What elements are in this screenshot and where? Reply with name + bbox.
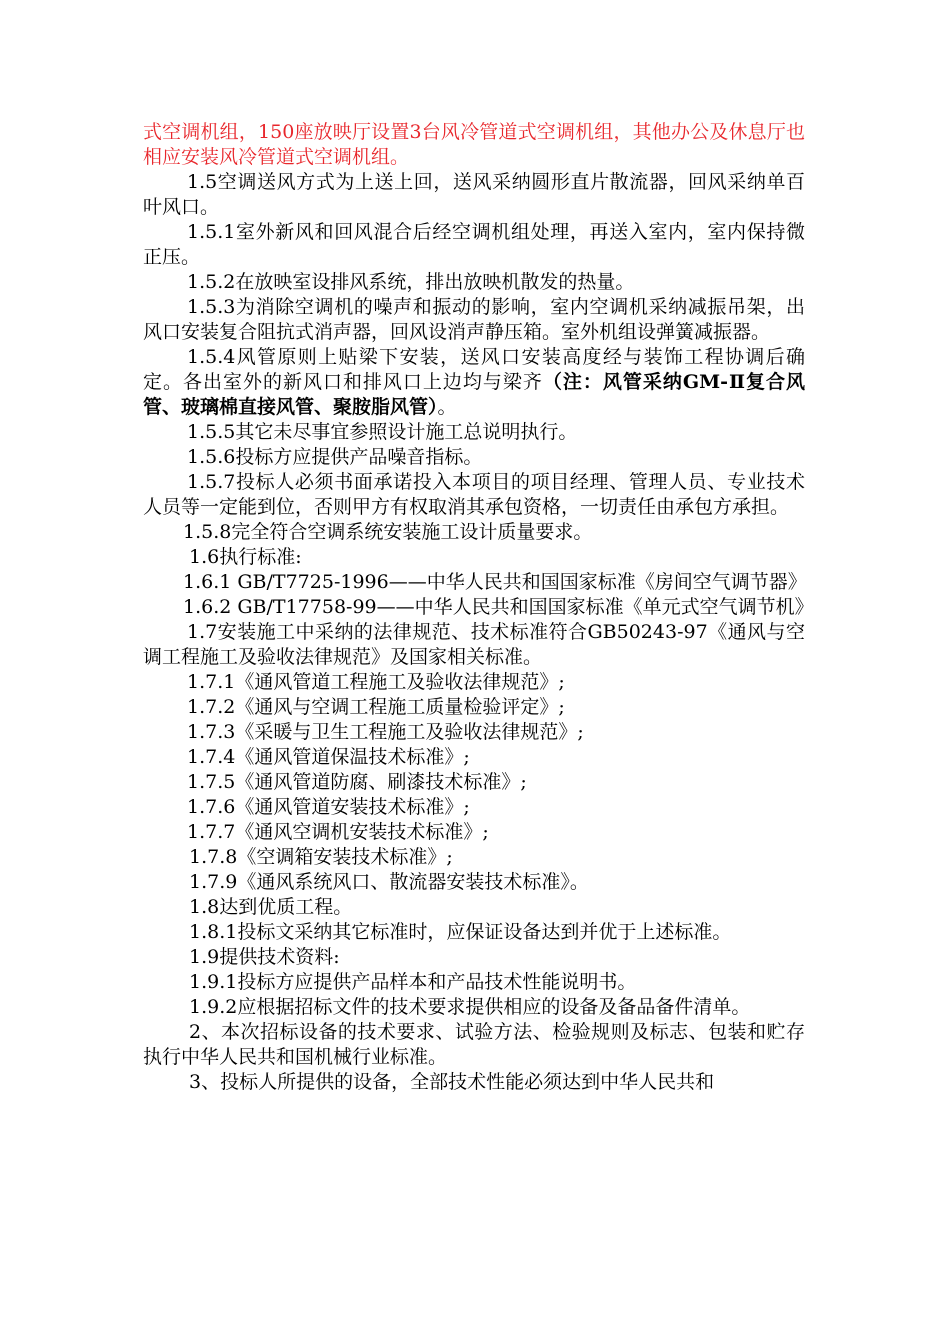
- section-1-5-8: 1.5.8完全符合空调系统安装施工设计质量要求。: [183, 521, 593, 543]
- section-1-7-1: 1.7.1《通风管道工程施工及验收法律规范》;: [187, 671, 565, 693]
- section-1-6-1: 1.6.1 GB/T7725-1996——中华人民共和国国家标准《房间空气调节器》: [183, 571, 807, 593]
- document-page: [143, 120, 814, 1095]
- section-1-5-4-note: （注：风管采纳GM-Ⅱ复合风管、玻璃棉直接风管、聚胺脂风管）: [143, 371, 805, 418]
- section-1-7-6: 1.7.6《通风管道安装技术标准》;: [187, 796, 470, 818]
- section-1-5: 1.5空调送风方式为上送上回，送风采纳圆形直片散流器，回风采纳单百叶风口。: [143, 171, 805, 218]
- section-1-6-2: 1.6.2 GB/T17758-99——中华人民共和国国家标准《单元式空气调节机》: [183, 596, 814, 618]
- section-1-7-2: 1.7.2《通风与空调工程施工质量检验评定》;: [187, 696, 565, 718]
- section-1-7: 1.7安装施工中采纳的法律规范、技术标准符合GB50243-97《通风与空调工程施工及验收法律规范》及国家相关标准。: [143, 621, 805, 668]
- section-1-9-1: 1.9.1投标方应提供产品样本和产品技术性能说明书。: [189, 971, 637, 993]
- section-1-9: 1.9提供技术资料:: [189, 946, 340, 968]
- highlighted-paragraph: 式空调机组，150座放映厅设置3台风冷管道式空调机组，其他办公及休息厅也相应安装风冷管道式空调机组。: [143, 121, 805, 168]
- section-1-9-2: 1.9.2应根据招标文件的技术要求提供相应的设备及备品备件清单。: [189, 996, 751, 1018]
- section-1-5-4-end: 。: [437, 396, 457, 418]
- section-1-7-9: 1.7.9《通风系统风口、散流器安装技术标准》。: [189, 871, 589, 893]
- section-1-5-7: 1.5.7投标人必须书面承诺投入本项目的项目经理、管理人员、专业技术人员等一定能到位，否则甲方有权取消其承包资格，一切责任由承包方承担。: [143, 471, 805, 518]
- section-2: 2、本次招标设备的技术要求、试验方法、检验规则及标志、包装和贮存执行中华人民共和国机械行业标准。: [143, 1021, 805, 1068]
- section-1-5-6: 1.5.6投标方应提供产品噪音指标。: [187, 446, 483, 468]
- section-1-5-4-text: 1.5.4风管原则上贴梁下安装，送风口安装高度经与装饰工程协调后确定。各出室外的新风口和排风口上边均与梁齐: [143, 346, 805, 393]
- section-3: 3、投标人所提供的设备，全部技术性能必须达到中华人民共和: [189, 1071, 715, 1093]
- section-1-7-4: 1.7.4《通风管道保温技术标准》;: [187, 746, 470, 768]
- section-1-7-8: 1.7.8《空调箱安装技术标准》;: [189, 846, 453, 868]
- section-1-5-4: [143, 345, 805, 420]
- section-1-7-7: 1.7.7《通风空调机安装技术标准》;: [187, 821, 489, 843]
- section-1-5-2: 1.5.2在放映室设排风系统，排出放映机散发的热量。: [187, 271, 635, 293]
- section-1-7-3: 1.7.3《采暖与卫生工程施工及验收法律规范》;: [187, 721, 584, 743]
- section-1-8-1: 1.8.1投标文采纳其它标准时，应保证设备达到并优于上述标准。: [189, 921, 732, 943]
- section-1-8: 1.8达到优质工程。: [189, 896, 353, 918]
- section-1-5-5: 1.5.5其它未尽事宜参照设计施工总说明执行。: [187, 421, 578, 443]
- section-1-5-3: 1.5.3为消除空调机的噪声和振动的影响，室内空调机采纳减振吊架，出风口安装复合阻抗式消声器，回风设消声静压箱。室外机组设弹簧减振器。: [143, 296, 805, 343]
- section-1-7-5: 1.7.5《通风管道防腐、刷漆技术标准》;: [187, 771, 527, 793]
- section-1-5-1: 1.5.1室外新风和回风混合后经空调机组处理，再送入室内，室内保持微正压。: [143, 221, 805, 268]
- section-1-6: 1.6执行标准:: [189, 546, 302, 568]
